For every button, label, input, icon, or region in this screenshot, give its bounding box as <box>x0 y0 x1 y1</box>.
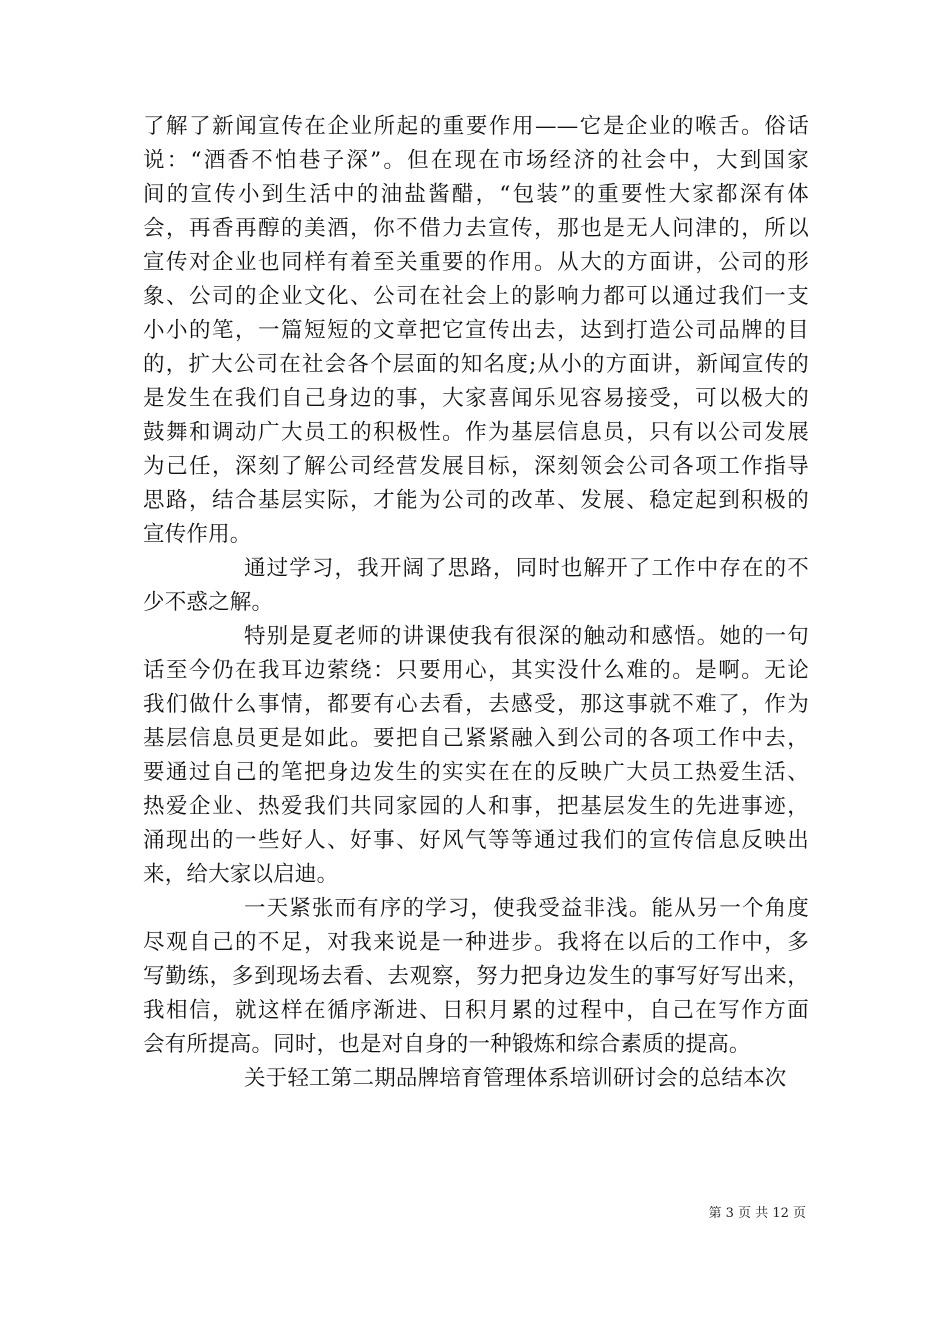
text-line: 宣传对企业也同样有着至关重要的作用。从大的方面讲，公司的形 <box>143 250 809 275</box>
text-line: 了解了新闻宣传在企业所起的重要作用——它是企业的喉舌。俗话 <box>143 114 809 139</box>
text-line: 小小的笔，一篇短短的文章把它宣传出去，达到打造公司品牌的目 <box>143 318 809 343</box>
text-line: 会，再香再醇的美酒，你不借力去宣传，那也是无人问津的，所以 <box>143 216 809 241</box>
text-line: 热爱企业、热爱我们共同家园的人和事，把基层发生的先进事迹， <box>143 794 809 819</box>
paragraph-one-day <box>143 892 809 1062</box>
text-line: 会有所提高。同时，也是对自身的一种锻炼和综合素质的提高。 <box>143 1032 751 1057</box>
text-line: 宣传作用。 <box>143 522 252 547</box>
text-line: 特别是夏老师的讲课使我有很深的触动和感悟。她的一句 <box>244 624 809 649</box>
text-line: 涌现出的一些好人、好事、好风气等等通过我们的宣传信息反映出 <box>143 828 809 853</box>
text-line: 我相信，就这样在循序渐进、日积月累的过程中，自己在写作方面 <box>143 998 809 1023</box>
text-line: 写勤练，多到现场去看、去观察，努力把身边发生的事写好写出来， <box>143 964 809 989</box>
text-line: 要通过自己的笔把身边发生的实实在在的反映广大员工热爱生活、 <box>143 760 809 785</box>
text-line: 我们做什么事情，都要有心去看，去感受，那这事就不难了，作为 <box>143 692 809 717</box>
text-line: 为己任，深刻了解公司经营发展目标，深刻领会公司各项工作指导 <box>143 454 809 479</box>
text-line: 通过学习，我开阔了思路，同时也解开了工作中存在的不 <box>244 556 809 581</box>
text-line: 说：“酒香不怕巷子深”。但在现在市场经济的社会中，大到国家 <box>143 148 809 173</box>
text-line: 尽观自己的不足，对我来说是一种进步。我将在以后的工作中，多 <box>143 930 809 955</box>
text-line: 思路，结合基层实际，才能为公司的改革、发展、稳定起到积极的 <box>143 488 809 513</box>
text-line: 话至今仍在我耳边萦绕：只要用心，其实没什么难的。是啊。无论 <box>143 658 809 683</box>
text-line: 间的宣传小到生活中的油盐酱醋，“包装”的重要性大家都深有体 <box>143 182 809 207</box>
text-line: 关于轻工第二期品牌培育管理体系培训研讨会的总结本次 <box>244 1066 787 1091</box>
paragraph-learning <box>143 552 809 620</box>
body-text <box>143 110 809 1096</box>
paragraph-title-next <box>143 1062 809 1096</box>
paragraph-news-role <box>143 110 809 552</box>
text-line: 基层信息员更是如此。要把自己紧紧融入到公司的各项工作中去， <box>143 726 809 751</box>
text-line: 鼓舞和调动广大员工的积极性。作为基层信息员，只有以公司发展 <box>143 420 809 445</box>
paragraph-teacher-xia <box>143 620 809 892</box>
text-line: 来，给大家以启迪。 <box>143 862 339 887</box>
text-line: 的，扩大公司在社会各个层面的知名度;从小的方面讲，新闻宣传的 <box>143 352 809 377</box>
text-line: 一天紧张而有序的学习，使我受益非浅。能从另一个角度 <box>244 896 809 921</box>
page-number-footer: 第 3 页 共 12 页 <box>708 1206 806 1221</box>
text-line: 象、公司的企业文化、公司在社会上的影响力都可以通过我们一支 <box>143 284 809 309</box>
text-line: 是发生在我们自己身边的事，大家喜闻乐见容易接受，可以极大的 <box>143 386 809 411</box>
text-line: 少不惑之解。 <box>143 590 274 615</box>
